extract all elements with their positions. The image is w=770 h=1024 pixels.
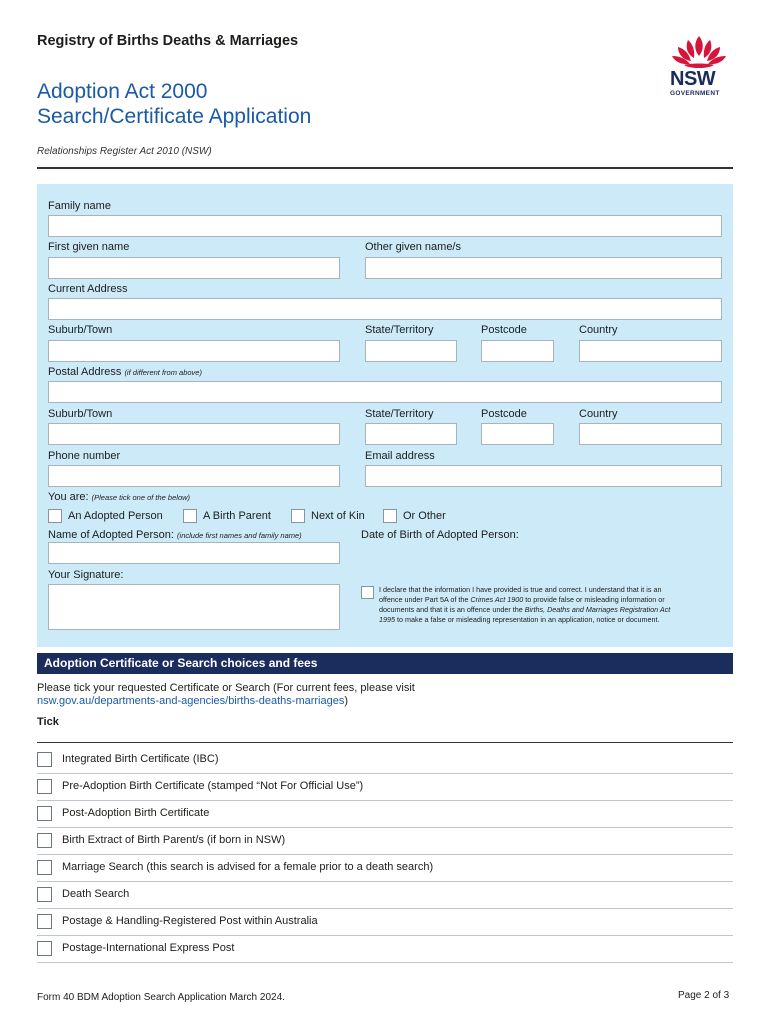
current-address-field[interactable] (48, 298, 722, 320)
section-header-bar: Adoption Certificate or Search choices and fees (37, 653, 733, 674)
country-field[interactable] (579, 340, 722, 362)
suburb-label: Suburb/Town (48, 324, 113, 336)
header-divider (37, 167, 733, 169)
postcode-label: Postcode (481, 324, 527, 336)
logo-nsw-text: NSW (670, 68, 716, 90)
section-intro: Please tick your requested Certificate or Search (For current fees, please visit nsw.gov.au/departments-and-agencies/births-deaths-marriages) (37, 682, 415, 707)
suburb-field[interactable] (48, 340, 340, 362)
choice-label: Death Search (62, 888, 130, 900)
first-given-name-field[interactable] (48, 257, 340, 279)
choice-row (37, 855, 733, 882)
family-name-field[interactable] (48, 215, 722, 237)
footer-form-id: Form 40 BDM Adoption Search Application March 2024. (37, 992, 285, 1003)
tick-divider (37, 742, 733, 743)
adopted-person-label: An Adopted Person (68, 510, 163, 522)
postal-country-label: Country (579, 408, 618, 420)
choice-row (37, 774, 733, 801)
postal-state-label: State/Territory (365, 408, 434, 420)
registry-name: Registry of Births Deaths & Marriages (37, 33, 299, 49)
next-of-kin-checkbox[interactable] (291, 509, 305, 523)
page-subtitle: Relationships Register Act 2010 (NSW) (37, 146, 212, 157)
postcode-field[interactable] (481, 340, 554, 362)
phone-label: Phone number (48, 450, 121, 462)
state-label: State/Territory (365, 324, 434, 336)
other-given-names-field[interactable] (365, 257, 722, 279)
postal-suburb-label: Suburb/Town (48, 408, 113, 420)
choice-checkbox[interactable] (37, 806, 52, 821)
postal-address-label: Postal Address (if different from above) (48, 366, 202, 378)
adopted-person-dob-label: Date of Birth of Adopted Person: (361, 529, 519, 541)
email-label: Email address (365, 450, 435, 462)
choice-row (37, 828, 733, 855)
other-given-names-label: Other given name/s (365, 241, 461, 253)
page-title: Adoption Act 2000 Search/Certificate Application (37, 80, 312, 128)
footer-page-number: Page 2 of 3 (678, 990, 730, 1001)
choice-checkbox[interactable] (37, 941, 52, 956)
or-other-label: Or Other (403, 510, 446, 522)
declaration-text: I declare that the information I have provided is true and correct. I understand that it is an offence under Part 5A of the Crimes Act 1900 to provide false or misleading information or documents and that it is an offence under the Births, Deaths and Marriages Registration Act 1995 to make a false or misleading representation in an application, notice or document. (379, 585, 671, 624)
choice-row (37, 909, 733, 936)
country-label: Country (579, 324, 618, 336)
postal-postcode-field[interactable] (481, 423, 554, 445)
choice-label: Birth Extract of Birth Parent/s (if born in NSW) (62, 834, 286, 846)
email-field[interactable] (365, 465, 722, 487)
waratah-icon (664, 32, 734, 72)
postal-country-field[interactable] (579, 423, 722, 445)
logo-government-text: GOVERNMENT (670, 90, 720, 97)
fees-link[interactable]: nsw.gov.au/departments-and-agencies/births-deaths-marriages (37, 695, 345, 707)
choice-label: Integrated Birth Certificate (IBC) (62, 753, 219, 765)
choice-label: Postage-International Express Post (62, 942, 235, 954)
current-address-label: Current Address (48, 283, 128, 295)
choice-checkbox[interactable] (37, 779, 52, 794)
choice-checkbox[interactable] (37, 914, 52, 929)
applicant-details-panel (37, 184, 733, 647)
choice-checkbox[interactable] (37, 860, 52, 875)
or-other-checkbox[interactable] (383, 509, 397, 523)
choice-row (37, 936, 733, 963)
choice-label: Post-Adoption Birth Certificate (62, 807, 210, 819)
choice-row (37, 747, 733, 774)
you-are-label: You are: (Please tick one of the below) (48, 491, 191, 503)
postal-suburb-field[interactable] (48, 423, 340, 445)
next-of-kin-label: Next of Kin (311, 510, 365, 522)
choice-row (37, 801, 733, 828)
state-field[interactable] (365, 340, 457, 362)
choice-checkbox[interactable] (37, 833, 52, 848)
declaration-checkbox[interactable] (361, 586, 374, 599)
postal-state-field[interactable] (365, 423, 457, 445)
nsw-government-logo (664, 32, 734, 102)
choice-label: Marriage Search (this search is advised for a female prior to a death search) (62, 861, 434, 873)
adopted-person-checkbox[interactable] (48, 509, 62, 523)
tick-heading: Tick (37, 716, 59, 728)
first-given-name-label: First given name (48, 241, 130, 253)
adopted-person-name-field[interactable] (48, 542, 340, 564)
choice-checkbox[interactable] (37, 752, 52, 767)
adopted-person-name-label: Name of Adopted Person: (include first names and family name) (48, 529, 302, 541)
signature-label: Your Signature: (48, 569, 124, 581)
choice-label: Postage & Handling-Registered Post within Australia (62, 915, 318, 927)
phone-field[interactable] (48, 465, 340, 487)
choice-checkbox[interactable] (37, 887, 52, 902)
postal-postcode-label: Postcode (481, 408, 527, 420)
signature-field[interactable] (48, 584, 340, 630)
birth-parent-label: A Birth Parent (203, 510, 271, 522)
choice-label: Pre-Adoption Birth Certificate (stamped “Not For Official Use”) (62, 780, 364, 792)
birth-parent-checkbox[interactable] (183, 509, 197, 523)
family-name-label: Family name (48, 200, 111, 212)
choice-row (37, 882, 733, 909)
postal-address-field[interactable] (48, 381, 722, 403)
